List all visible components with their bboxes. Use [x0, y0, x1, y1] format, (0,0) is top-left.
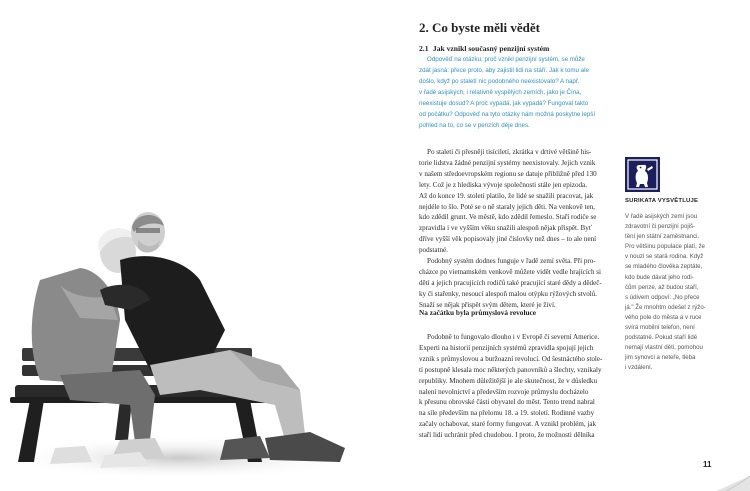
body-line: začaly ochabovat, staré formy fungovat. A vznikl problém, jak	[419, 420, 597, 429]
body-line: Až do konce 19. století platilo, že lidé se snažili pracovat, jak	[419, 191, 594, 200]
body-line: podstatné.	[419, 246, 448, 255]
sidebar-line: nemají vlastní děti, pomohou	[625, 344, 703, 352]
intro-line: v řadě asijských, i relativně vyspělých zemích, jako je Čína,	[419, 88, 582, 96]
body-line: kdo zdědil grunt. Ve městě, kdo zdědil řemeslo. Staří rodiče se	[419, 213, 597, 222]
body-line: staří lidi uchránit před chudobou. I proto, že možnosti dělníka	[419, 431, 595, 440]
body-line: torie lidstva žádné penzijní systémy neexistovaly. Jejich vznik	[419, 158, 596, 167]
body-line: Snaží se nějak přispět svým dětem, které je živí.	[419, 300, 556, 309]
sidebar-line: tění jen státní zaměstnanci.	[625, 233, 700, 241]
sidebar-line: i vzdálení.	[625, 364, 653, 372]
chapter-title: 2. Co byste měli vědět	[419, 20, 540, 35]
sidebar-line: zdravotní či penzijní pojiš-	[625, 223, 696, 231]
page-curl-corner	[716, 476, 750, 491]
body-line: Podobně to fungovalo dlouho i v Evropě či severní Americe.	[427, 333, 600, 341]
elderly-couple-on-bench-photo	[0, 200, 370, 491]
body-line: v našem středoevropském regionu se datuje přibližně před 130	[419, 169, 597, 178]
body-line: republiky. Mnohem důležitější je ale skutečnost, že v důsledku	[419, 376, 598, 385]
body-line: Podobný systém dodnes funguje v řadě zemí světa. Při pro-	[427, 257, 596, 266]
body-line: Po staletí či přesněji tisíciletí, zkrátka v drtivé většině his-	[427, 148, 592, 156]
sidebar-line: v nouzi se stará rodina. Když	[625, 253, 704, 261]
section-title: Jak vznikl současný penzijní systém	[432, 44, 550, 53]
sidebar-line: kdo bude dávat jeho rodi-	[625, 273, 694, 281]
sidebar-line: čům penze, až budou staří,	[625, 283, 699, 291]
body-line: cházce po vietnamském venkově můžete vidět vedle hrajících si	[419, 267, 601, 276]
intro-line: zdát jasná: přece proto, aby zajistil lidi na stáří. Jak k tomu ale	[419, 66, 589, 74]
subheading: Na začátku byla průmyslová revoluce	[419, 308, 537, 317]
body-line: k přesunu obrovské části obyvatel do měst. Tento trend nabral	[419, 398, 595, 407]
body-line: ky či stařenky, nesoucí alespoň malou otýpku rýžových stvolů.	[419, 289, 598, 298]
intro-line: Odpověď na otázku, proč vznikl penzijní systém, se může	[427, 56, 585, 63]
body-text-part-2	[419, 332, 629, 441]
intro-line: pohled na to, co se v penzích děje dnes.	[419, 121, 530, 129]
body-line: vznik s průmyslovou a buržoazní revolucí. Od šestnáctého stole-	[419, 354, 603, 363]
sidebar-text	[625, 212, 735, 374]
intro-paragraph	[419, 55, 619, 132]
body-line: Experti na historii penzijních systémů zpravidla spojují jejich	[419, 343, 594, 352]
sidebar-line: vého pole do města a v ruce	[625, 313, 702, 321]
body-line: tí postupně klesala moc některých panovníků a šlechty, vznikaly	[419, 365, 602, 374]
sidebar-line: s údivem odpoví: „No přece	[625, 293, 700, 301]
body-line: lety. Což je z hlediska vývoje společnosti stále jen epizoda.	[419, 180, 587, 189]
body-line: na síle především na přelomu 18. a 19. století. Rodinné vazby	[419, 409, 595, 418]
body-line: nalení nevolnictví a především rozvoje průmyslu docházelo	[419, 387, 589, 396]
section-heading	[419, 44, 679, 53]
page-number: 11	[703, 460, 712, 469]
sidebar-title: SURIKATA VYSVĚTLUJE	[625, 198, 699, 204]
intro-line: došlo, když po staletí nic podobného neexistovalo? A např.	[419, 77, 580, 85]
section-number: 2.1	[419, 44, 429, 53]
body-line: zpravidla i ve vyšším věku snažili alespoň nějak přispět. Byť	[419, 224, 592, 233]
intro-line: neexistuje dosud? A proč vypadá, jak vypadá? Fungoval takto	[419, 99, 589, 107]
sidebar-line: já." Že mnohtm odešel z rýžo-	[625, 303, 706, 311]
body-line: dětí a jejich pracujících rodičů také pracující staré dědy a dědeč-	[419, 278, 602, 287]
sidebar-line: Pro většinu populace platí, že	[625, 243, 705, 251]
sidebar-line: V řadě asijských zemí jsou	[625, 213, 698, 220]
intro-line: od počátku? Odpověď na tyto otázky nám možná poskytne lepší	[419, 110, 596, 118]
sidebar-line: podstatné. Pokud staří lidé	[625, 334, 698, 342]
body-text-part-1	[419, 147, 629, 311]
sidebar-line: svírá mobilní telefon, není	[625, 324, 695, 332]
sidebar-line: jim synovci a neteře, tleba	[625, 354, 696, 362]
body-line: dříve vyšší věk popisovaly jiné číslovky než dnes – to ale není	[419, 235, 597, 244]
body-line: nejdéle to šlo. Poté se o ně staraly jejich děti. Na venkově ten,	[419, 202, 595, 211]
meerkat-icon	[625, 157, 660, 192]
sidebar-line: se mladého člověka zeptáte,	[625, 263, 703, 271]
